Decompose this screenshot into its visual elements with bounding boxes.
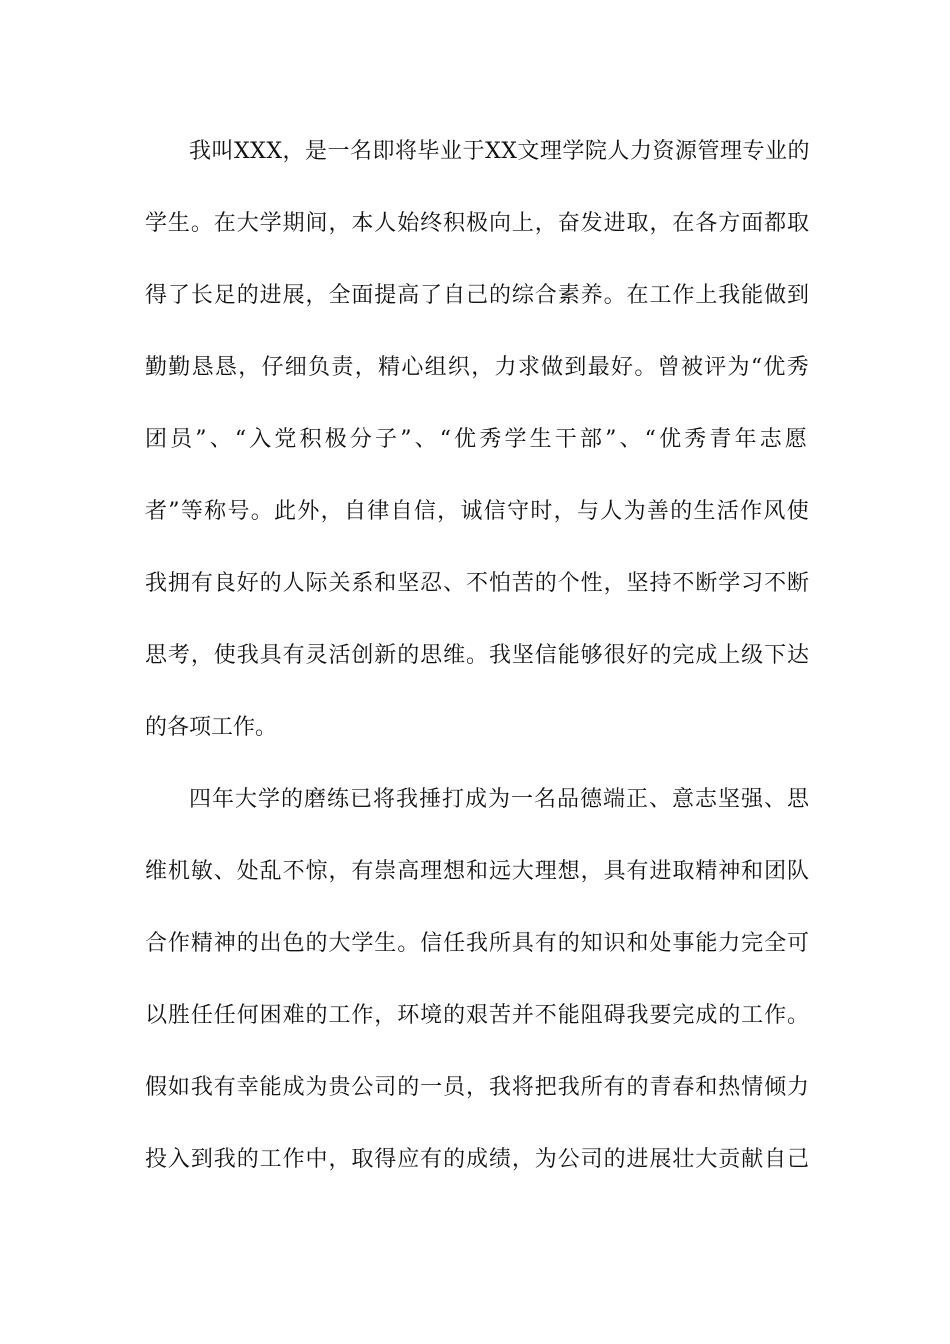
text-line: 四年大学的磨练已将我捶打成为一名品德端正、意志坚强、思 — [189, 787, 810, 812]
text-line: 的各项工作。 — [145, 715, 278, 740]
text-line: 者”等称号。此外，自律自信，诚信守时，与人为善的生活作风使 — [145, 499, 811, 524]
text-line: 以胜任任何困难的工作，环境的艰苦并不能阻碍我要完成的工作。 — [145, 1003, 810, 1028]
text-line: 思考，使我具有灵活创新的思维。我坚信能够很好的完成上级下达 — [145, 643, 810, 668]
text-line: 假如我有幸能成为贵公司的一员，我将把我所有的青春和热情倾力 — [145, 1075, 810, 1100]
text-line: 我叫XXX，是一名即将毕业于XX文理学院人力资源管理专业的 — [189, 139, 810, 164]
document-body — [145, 127, 810, 1207]
text-line: 学生。在大学期间，本人始终积极向上，奋发进取，在各方面都取 — [145, 211, 810, 236]
text-line: 勤勤恳恳，仔细负责，精心组织，力求做到最好。曾被评为“优秀 — [145, 355, 811, 380]
text-line: 团员”、“入党积极分子”、“优秀学生干部”、“优秀青年志愿 — [145, 427, 811, 452]
text-line: 维机敏、处乱不惊，有崇高理想和远大理想，具有进取精神和团队 — [145, 859, 810, 884]
text-line: 合作精神的出色的大学生。信任我所具有的知识和处事能力完全可 — [145, 931, 810, 956]
text-line: 得了长足的进展，全面提高了自己的综合素养。在工作上我能做到 — [145, 283, 810, 308]
text-line: 我拥有良好的人际关系和坚忍、不怕苦的个性，坚持不断学习不断 — [145, 571, 810, 596]
text-line: 投入到我的工作中，取得应有的成绩，为公司的进展壮大贡献自己 — [145, 1147, 810, 1172]
